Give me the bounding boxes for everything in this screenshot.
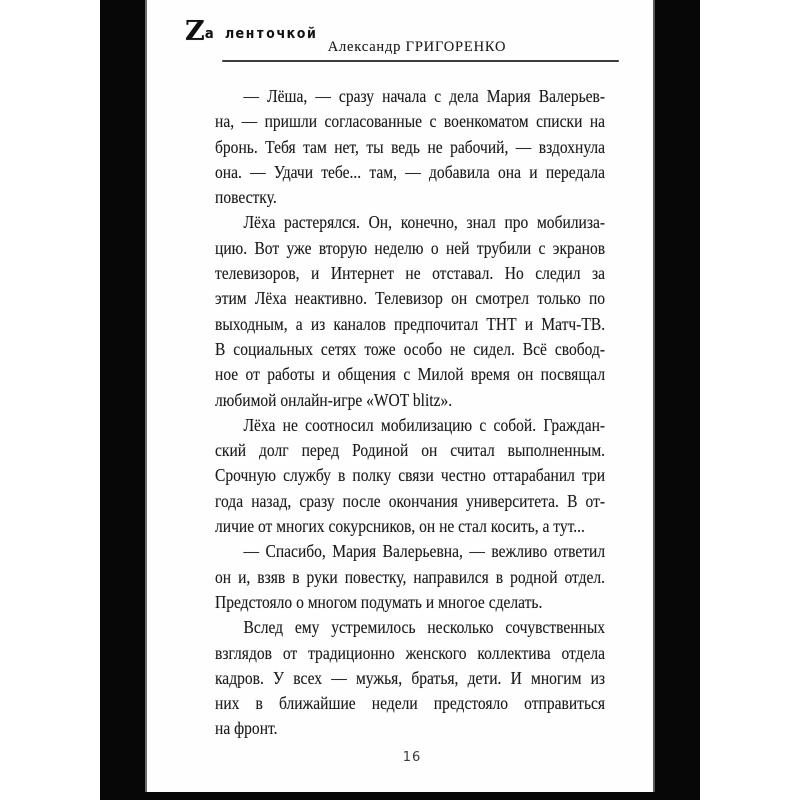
text-line: — Спасибо, Мария Валерьевна, — вежливо ответил bbox=[243, 541, 606, 562]
text-line: Лёха не соотносил мобилизацию с собой. Граждан- bbox=[243, 414, 606, 435]
text-line: на, — пришли согласованные с военкоматом списки на bbox=[215, 111, 606, 132]
text-line: личие от многих сокурсников, он не стал косить, а тут... bbox=[215, 516, 585, 537]
text-line: них в ближайшие недели предстояло отправиться bbox=[215, 693, 606, 714]
paragraph bbox=[215, 84, 605, 210]
text-line: телевизоров, и Интернет не отставал. Но следил за bbox=[215, 263, 606, 284]
text-line: Срочную службу в полку связи честно оттарабанил три bbox=[215, 465, 606, 486]
book-page bbox=[145, 0, 655, 792]
text-line: — Лёша, — сразу начала с дела Мария Валерьев- bbox=[243, 86, 606, 106]
text-line: Вслед ему устремилось несколько сочувственных bbox=[243, 617, 606, 638]
body-text bbox=[215, 84, 605, 742]
text-line: он и, взяв в руки повестку, направился в родной отдел. bbox=[215, 566, 606, 587]
text-line: года назад, сразу после окончания университета. В от- bbox=[215, 490, 606, 511]
paragraph bbox=[215, 615, 605, 741]
text-line: ский долг перед Родиной он считал выполненным. bbox=[215, 440, 606, 461]
text-line: кадров. У всех — мужья, братья, дети. И многим из bbox=[215, 667, 606, 688]
text-line: взглядов от традиционно женского коллектива отдела bbox=[215, 642, 606, 663]
text-line: этим Лёха неактивно. Телевизор он смотрел только по bbox=[215, 288, 606, 309]
text-line: на фронт. bbox=[215, 718, 278, 739]
paragraph bbox=[215, 539, 605, 615]
text-line: В социальных сетях тоже особо не сидел. Всё свобод- bbox=[215, 338, 606, 359]
text-line: любимой онлайн-игре «WOT blitz». bbox=[215, 389, 453, 410]
text-line: Лёха растерялся. Он, конечно, знал про мобилиза- bbox=[243, 212, 606, 233]
text-line: бронь. Тебя там нет, ты ведь не рабочий, — вздохнула bbox=[215, 136, 606, 157]
series-logo-text: а ленточкой bbox=[204, 26, 318, 42]
text-line: Предстояло о многом подумать и многое сделать. bbox=[215, 591, 543, 612]
text-line: ное от работы и общения с Милой время он посвящал bbox=[215, 364, 606, 385]
paragraph bbox=[215, 210, 605, 412]
header-rule bbox=[222, 60, 619, 62]
text-line: цию. Вот уже вторую неделю о ней трубили с экранов bbox=[215, 237, 606, 258]
scan-black-backdrop bbox=[100, 0, 700, 800]
text-line: выходным, а из каналов предпочитал ТНТ и Матч-ТВ. bbox=[215, 313, 606, 334]
text-line: она. — Удачи тебе... там, — добавила она и передала bbox=[215, 161, 606, 182]
page-number: 16 bbox=[402, 750, 422, 765]
author-name: Александр ГРИГОРЕНКО bbox=[327, 39, 507, 55]
series-logo-initial: Z bbox=[185, 16, 205, 47]
text-line: повестку. bbox=[215, 187, 277, 208]
paragraph bbox=[215, 413, 605, 539]
